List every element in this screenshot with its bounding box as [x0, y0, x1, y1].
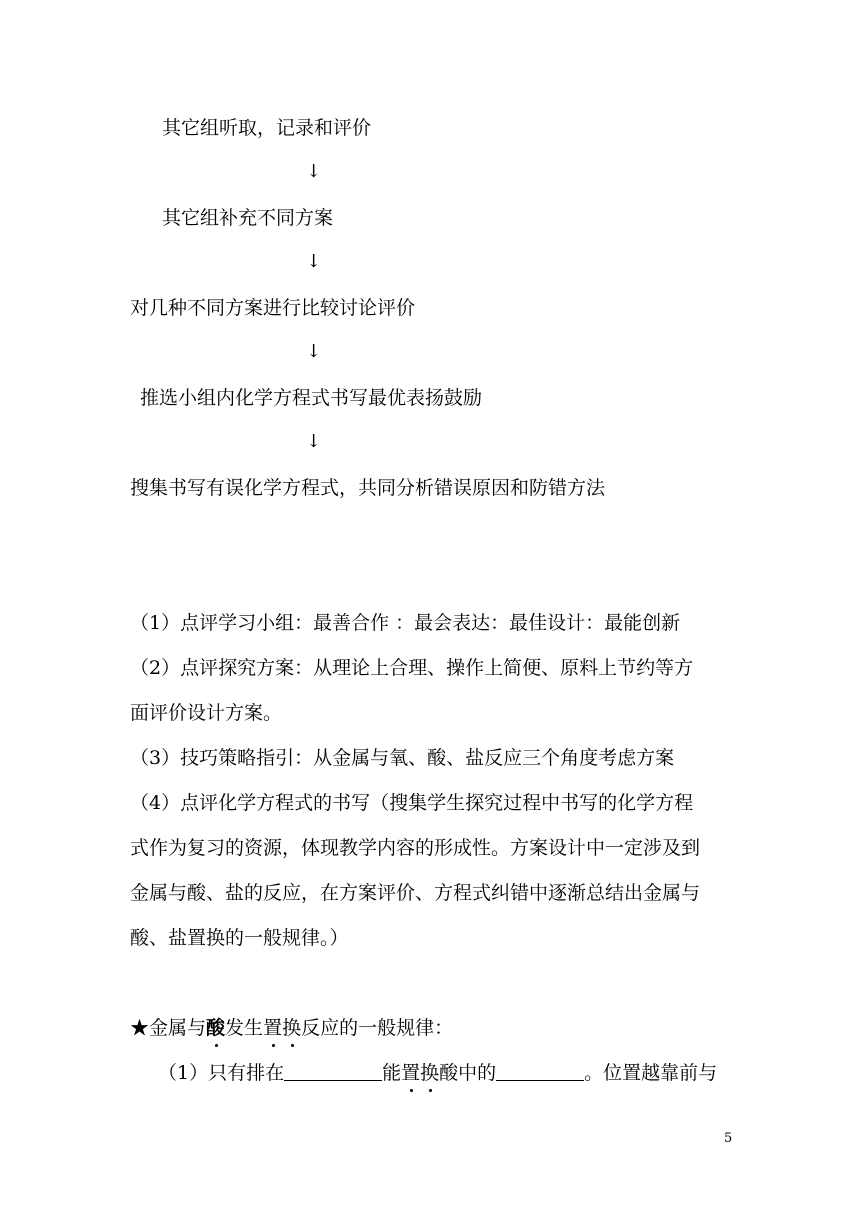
point-2-line-1: （2）点评探究方案：从理论上合理、操作上简便、原料上节约等方: [130, 657, 694, 679]
flow-step-1: 其它组听取，记录和评价: [162, 117, 372, 139]
fill-blank-2[interactable]: [496, 1062, 584, 1081]
flow-arrow-3: ↓: [306, 341, 322, 362]
emphasized-char: 换: [282, 1017, 302, 1039]
flow-arrow-2: ↓: [306, 251, 322, 272]
rule-item-1: （1）只有排在 能置换酸中的 。位置越靠前与: [158, 1062, 718, 1084]
flow-arrow-1: ↓: [306, 161, 322, 182]
flow-step-4: 推选小组内化学方程式书写最优表扬鼓励: [140, 387, 483, 409]
point-2-line-2: 面评价设计方案。: [130, 702, 283, 724]
fill-blank-1[interactable]: [284, 1062, 382, 1081]
point-4-line-4: 酸、盐置换的一般规律。）: [130, 927, 349, 949]
flow-step-2: 其它组补充不同方案: [162, 207, 334, 229]
page-number: 5: [724, 1131, 733, 1146]
emphasized-char: 酸: [206, 1017, 226, 1039]
rule-heading: ★金属与酸发生置换反应的一般规律：: [130, 1017, 454, 1039]
emphasized-char: 置: [401, 1062, 421, 1084]
flow-step-3: 对几种不同方案进行比较讨论评价: [130, 297, 416, 319]
point-4-line-3: 金属与酸、盐的反应，在方案评价、方程式纠错中逐渐总结出金属与: [130, 882, 701, 904]
flow-arrow-4: ↓: [306, 431, 322, 452]
point-4-line-1: （4）点评化学方程式的书写（搜集学生探究过程中书写的化学方程: [130, 792, 694, 814]
star-icon: ★: [130, 1017, 150, 1039]
point-4-line-2: 式作为复习的资源，体现教学内容的形成性。方案设计中一定涉及到: [130, 837, 701, 859]
point-1: （1）点评学习小组：最善合作 ：最会表达：最佳设计：最能创新: [130, 612, 681, 634]
flow-step-5: 搜集书写有误化学方程式，共同分析错误原因和防错方法: [130, 477, 606, 499]
emphasized-char: 换: [420, 1062, 440, 1084]
emphasized-char: 置: [263, 1017, 283, 1039]
point-3: （3）技巧策略指引：从金属与氧、酸、盐反应三个角度考虑方案: [130, 747, 675, 769]
